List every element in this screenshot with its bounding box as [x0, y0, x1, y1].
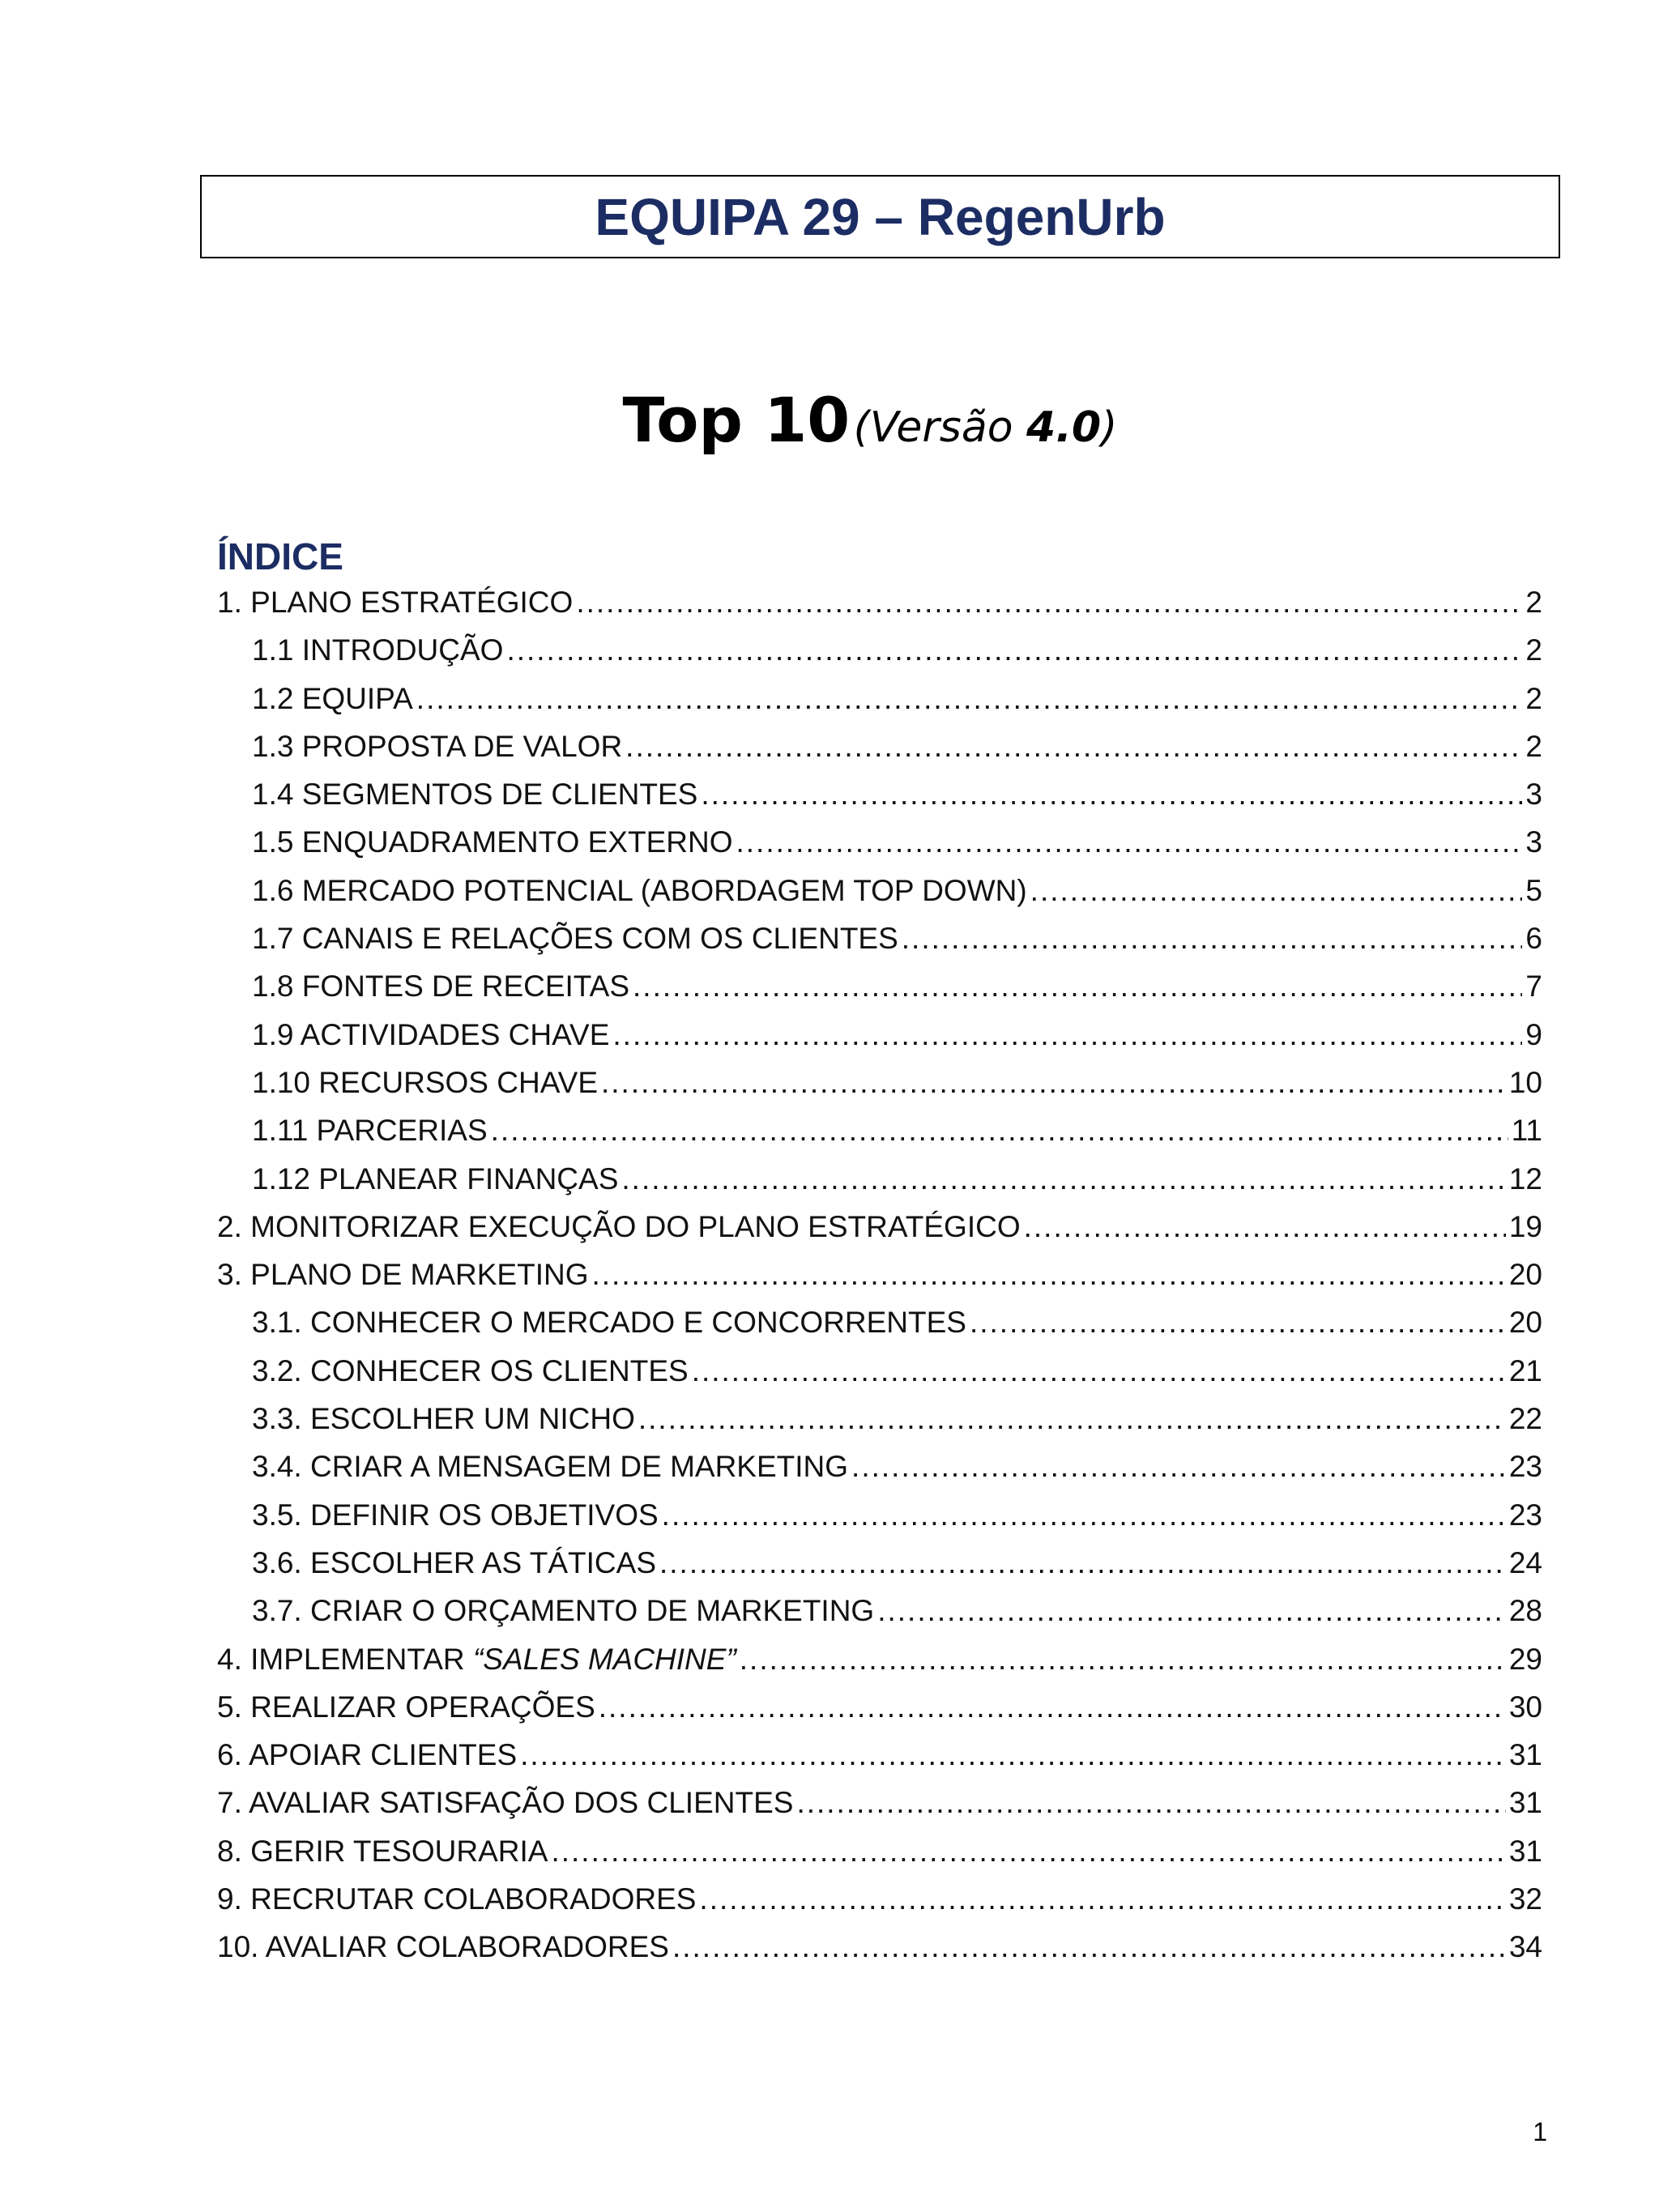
toc-label: 1.7 CANAIS E RELAÇÕES COM OS CLIENTES: [252, 922, 898, 956]
toc-entry[interactable]: [217, 1210, 1542, 1258]
toc-leader-dots: [416, 682, 1523, 716]
toc-entry[interactable]: [217, 682, 1542, 730]
toc-leader-dots: [692, 1354, 1506, 1388]
toc-label: 7. AVALIAR SATISFAÇÃO DOS CLIENTES: [217, 1786, 794, 1820]
toc-leader-dots: [699, 1882, 1505, 1916]
toc-leader-dots: [638, 1402, 1506, 1436]
toc-label-text: 4. IMPLEMENTAR: [217, 1642, 473, 1676]
toc-entry[interactable]: [217, 730, 1542, 778]
toc-entry[interactable]: [217, 825, 1542, 873]
toc-page-number: 29: [1508, 1642, 1542, 1676]
toc-page-number: 31: [1508, 1738, 1542, 1772]
toc-leader-dots: [701, 778, 1522, 812]
version-open: (Versão: [853, 403, 1027, 452]
toc-label: 1.9 ACTIVIDADES CHAVE: [252, 1017, 610, 1051]
toc-label: 5. REALIZAR OPERAÇÕES: [217, 1690, 595, 1724]
toc-label: 1.10 RECURSOS CHAVE: [252, 1065, 598, 1099]
toc-entry[interactable]: [217, 1546, 1542, 1594]
toc-label: 3.6. ESCOLHER AS TÁTICAS: [252, 1545, 656, 1579]
toc-page-number: 11: [1511, 1114, 1542, 1148]
toc-leader-dots: [796, 1786, 1505, 1820]
toc-page-number: 5: [1525, 873, 1542, 907]
toc-page-number: 23: [1508, 1450, 1542, 1484]
toc-label: 8. GERIR TESOURARIA: [217, 1834, 548, 1868]
toc-leader-dots: [599, 1690, 1506, 1724]
index-title: ÍNDICE: [217, 535, 343, 578]
toc-label: 1.1 INTRODUÇÃO: [252, 633, 504, 667]
version-close: ): [1101, 403, 1118, 452]
toc-entry[interactable]: [217, 1018, 1542, 1066]
toc-page-number: 21: [1508, 1353, 1542, 1387]
toc-entry[interactable]: [217, 1498, 1542, 1546]
toc-label: 3. PLANO DE MARKETING: [217, 1258, 589, 1292]
toc-page-number: 2: [1525, 586, 1542, 619]
toc-entry[interactable]: [217, 1738, 1542, 1786]
toc-page-number: 19: [1508, 1209, 1542, 1243]
toc-entry[interactable]: [217, 1594, 1542, 1642]
toc-leader-dots: [592, 1258, 1506, 1292]
toc-leader-dots: [970, 1306, 1506, 1340]
toc-page-number: 2: [1525, 681, 1542, 715]
document-heading-main: Top 10: [622, 384, 851, 456]
toc-label: 1.4 SEGMENTOS DE CLIENTES: [252, 778, 698, 812]
toc-page-number: 3: [1525, 778, 1542, 812]
toc-leader-dots: [612, 1018, 1522, 1052]
toc-entry[interactable]: [217, 1786, 1542, 1834]
toc-page-number: 20: [1508, 1306, 1542, 1340]
toc-leader-dots: [740, 1643, 1506, 1677]
toc-label: 3.2. CONHECER OS CLIENTES: [252, 1353, 689, 1387]
toc-entry[interactable]: [217, 633, 1542, 681]
toc-entry[interactable]: [217, 1690, 1542, 1738]
toc-label: 1.12 PLANEAR FINANÇAS: [252, 1161, 619, 1196]
page-number: 1: [1533, 2117, 1547, 2146]
toc-entry[interactable]: [217, 1930, 1542, 1978]
toc-page-number: 2: [1525, 729, 1542, 763]
toc-entry[interactable]: [217, 1306, 1542, 1353]
toc-leader-dots: [551, 1835, 1505, 1869]
toc-label: 3.3. ESCOLHER UM NICHO: [252, 1402, 635, 1436]
toc-entry[interactable]: [217, 922, 1542, 970]
toc-entry[interactable]: [217, 1835, 1542, 1882]
team-title-box: [200, 175, 1560, 258]
toc-page-number: 22: [1508, 1402, 1542, 1436]
toc-entry[interactable]: [217, 874, 1542, 922]
toc-leader-dots: [877, 1594, 1506, 1628]
team-title: EQUIPA 29 – RegenUrb: [595, 187, 1166, 246]
toc-page-number: 9: [1525, 1017, 1542, 1051]
toc-page-number: 20: [1508, 1258, 1542, 1292]
toc-entry[interactable]: [217, 778, 1542, 825]
toc-page-number: 31: [1508, 1834, 1542, 1868]
toc-page-number: 7: [1525, 970, 1542, 1004]
toc-label: 1.11 PARCERIAS: [252, 1114, 488, 1148]
toc-leader-dots: [520, 1738, 1506, 1772]
toc-label-italic: “SALES MACHINE”: [472, 1642, 736, 1676]
toc-leader-dots: [672, 1930, 1506, 1964]
toc-label: [217, 1643, 736, 1677]
toc-label: 3.4. CRIAR A MENSAGEM DE MARKETING: [252, 1450, 849, 1484]
toc-leader-dots: [662, 1498, 1506, 1532]
toc-leader-dots: [902, 922, 1523, 956]
toc-label: 3.7. CRIAR O ORÇAMENTO DE MARKETING: [252, 1594, 875, 1628]
toc-label: 10. AVALIAR COLABORADORES: [217, 1930, 669, 1964]
document-version: [854, 403, 1118, 452]
toc-page-number: 23: [1508, 1498, 1542, 1532]
toc-page-number: 31: [1508, 1786, 1542, 1820]
toc-label: 9. RECRUTAR COLABORADORES: [217, 1882, 697, 1916]
toc-leader-dots: [1030, 874, 1523, 908]
document-heading: [0, 384, 1659, 456]
toc-entry[interactable]: [217, 1402, 1542, 1450]
toc-page-number: 3: [1525, 825, 1542, 859]
toc-label: 3.5. DEFINIR OS OBJETIVOS: [252, 1498, 659, 1532]
toc-leader-dots: [659, 1546, 1506, 1580]
toc-entry[interactable]: [217, 1114, 1542, 1161]
toc-entry[interactable]: [217, 1258, 1542, 1306]
toc-label: 1.2 EQUIPA: [252, 681, 413, 715]
toc-leader-dots: [851, 1450, 1506, 1484]
toc-leader-dots: [621, 1162, 1505, 1196]
toc-entry[interactable]: [217, 1354, 1542, 1402]
toc-entry[interactable]: [217, 1643, 1542, 1690]
toc-entry[interactable]: [217, 1882, 1542, 1930]
toc-label: 2. MONITORIZAR EXECUÇÃO DO PLANO ESTRATÉGICO: [217, 1209, 1021, 1243]
toc-label: 1.6 MERCADO POTENCIAL (ABORDAGEM TOP DOWN): [252, 873, 1027, 907]
toc-label: 1.5 ENQUADRAMENTO EXTERNO: [252, 825, 733, 859]
toc-page-number: 2: [1525, 633, 1542, 667]
toc-leader-dots: [601, 1066, 1506, 1100]
toc-label: 1.8 FONTES DE RECEITAS: [252, 970, 630, 1004]
toc-leader-dots: [736, 825, 1522, 859]
toc-label: 3.1. CONHECER O MERCADO E CONCORRENTES: [252, 1306, 966, 1340]
toc-label: 1. PLANO ESTRATÉGICO: [217, 586, 574, 619]
toc-page-number: 28: [1508, 1594, 1542, 1628]
version-number: 4.0: [1026, 403, 1102, 452]
toc-label: 1.3 PROPOSTA DE VALOR: [252, 729, 623, 763]
toc-leader-dots: [491, 1114, 1508, 1148]
toc-page-number: 6: [1525, 922, 1542, 956]
toc-page-number: 30: [1508, 1690, 1542, 1724]
toc-page-number: 32: [1508, 1882, 1542, 1916]
toc-page-number: 34: [1508, 1930, 1542, 1964]
toc-entry[interactable]: [217, 1450, 1542, 1498]
toc-entry[interactable]: [217, 1162, 1542, 1210]
toc-entry[interactable]: [217, 970, 1542, 1017]
toc-leader-dots: [506, 633, 1522, 667]
toc-entry[interactable]: [217, 586, 1542, 633]
toc-page-number: 10: [1508, 1065, 1542, 1099]
toc-entry[interactable]: [217, 1066, 1542, 1114]
toc-leader-dots: [633, 970, 1522, 1004]
toc-leader-dots: [1024, 1210, 1506, 1244]
toc-page-number: 12: [1508, 1161, 1542, 1196]
toc-label: 6. APOIAR CLIENTES: [217, 1738, 518, 1772]
table-of-contents: [217, 586, 1542, 1979]
toc-leader-dots: [576, 586, 1522, 620]
toc-leader-dots: [625, 730, 1522, 764]
toc-page-number: 24: [1508, 1545, 1542, 1579]
